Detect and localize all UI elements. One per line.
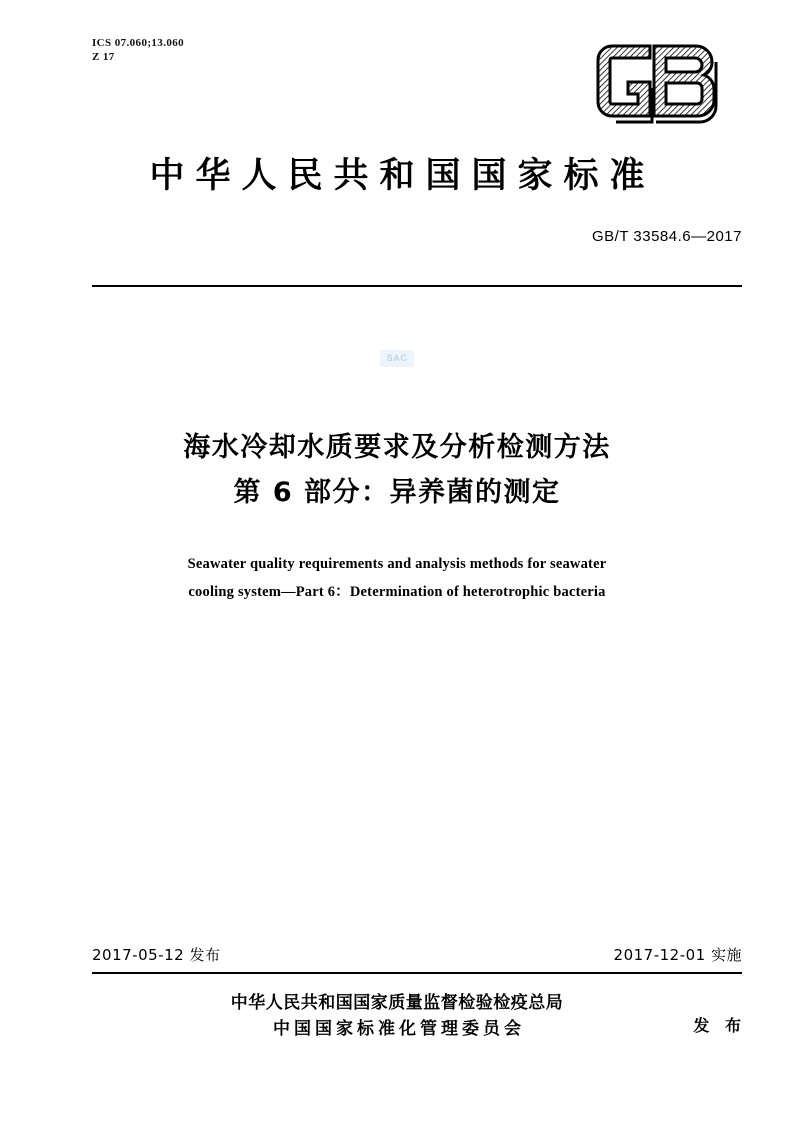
issuer-block	[0, 990, 794, 1042]
document-title-en	[97, 550, 697, 606]
ccs-code: Z 17	[92, 51, 115, 63]
document-title-zh	[0, 425, 794, 515]
ics-classification-block	[92, 36, 184, 64]
document-title-zh-line2: 第 6 部分：异养菌的测定	[233, 477, 561, 508]
page-title: 中华人民共和国国家标准	[149, 156, 656, 196]
issuer-line2: 中国国家标准化管理委员会	[273, 1019, 525, 1039]
issue-verb: 发 布	[693, 1016, 746, 1035]
sac-watermark-text: SAC	[380, 350, 415, 367]
gb-logo	[592, 38, 742, 138]
standard-number: GB/T 33584.6—2017	[592, 228, 742, 245]
sac-watermark	[0, 350, 794, 367]
document-title-zh-line1: 海水冷却水质要求及分析检测方法	[183, 432, 611, 463]
divider-bottom	[92, 972, 742, 974]
ics-code: ICS 07.060;13.060	[92, 37, 185, 49]
divider-top	[92, 285, 742, 287]
document-title-en-line1: Seawater quality requirements and analysis methods for seawater	[187, 556, 607, 572]
implementation-date: 2017-12-01 实施	[613, 946, 742, 964]
issue-date: 2017-05-12 发布	[92, 946, 221, 964]
issuer-line1: 中华人民共和国国家质量监督检验检疫总局	[230, 993, 564, 1013]
document-title-en-line2: cooling system—Part 6：Determination of heterotrophic bacteria	[188, 584, 606, 600]
